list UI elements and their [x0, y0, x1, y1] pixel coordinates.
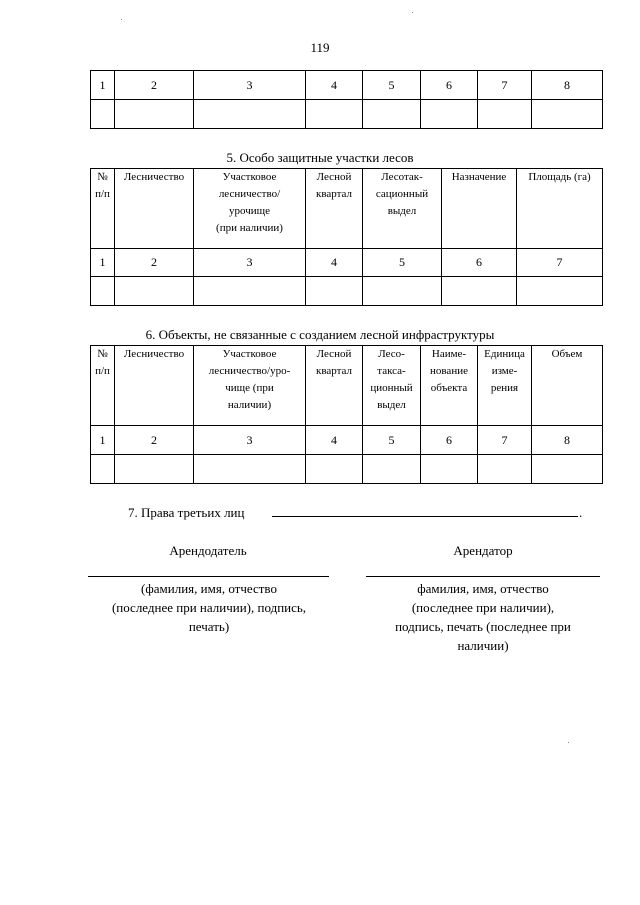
- text-line: (последнее при наличии),: [411, 600, 555, 615]
- table-cell-empty: [306, 277, 363, 306]
- table-top-col-number: 7: [478, 71, 532, 100]
- third-party-fill-line: [272, 516, 578, 517]
- section6-number-row: [91, 426, 603, 455]
- text-line: такса-: [377, 365, 406, 377]
- lessee-caption: [358, 579, 608, 655]
- table-cell-empty: [194, 277, 306, 306]
- table-cell-empty: [478, 100, 532, 129]
- text-line: Лесной: [316, 171, 352, 183]
- text-line: сационный: [375, 188, 429, 200]
- text-line: №: [97, 348, 108, 360]
- scan-speck: [568, 742, 569, 743]
- section5-header-row: [91, 169, 603, 249]
- section6-col-number: 5: [363, 426, 421, 455]
- text-line: объекта: [430, 382, 468, 394]
- section5-header-cell: [91, 169, 115, 249]
- section5-col-number: 5: [363, 249, 442, 277]
- section6-col-number: 6: [421, 426, 478, 455]
- section5-col-number: 2: [115, 249, 194, 277]
- section6-col-number: 2: [115, 426, 194, 455]
- lessee-signature-line: [366, 576, 600, 577]
- table-cell-empty: [91, 277, 115, 306]
- table-top-col-number: 2: [115, 71, 194, 100]
- table-cell-empty: [115, 455, 194, 484]
- table-cell-empty: [421, 100, 478, 129]
- table-cell-empty: [194, 100, 306, 129]
- lessor-title: Арендодатель: [169, 543, 247, 558]
- text-line: ционный: [370, 382, 413, 394]
- table-cell-empty: [532, 455, 603, 484]
- table-cell-empty: [91, 455, 115, 484]
- text-line: №: [97, 171, 108, 183]
- table-top: [90, 70, 603, 129]
- section6-header-cell: [421, 346, 478, 426]
- table-cell-empty: [421, 455, 478, 484]
- text-line: Участковое: [222, 348, 277, 360]
- section6-col-number: 1: [91, 426, 115, 455]
- section6-header-cell: [194, 346, 306, 426]
- section5-empty-row: [91, 277, 603, 306]
- section5-table: [90, 168, 603, 306]
- section6-header-cell: [306, 346, 363, 426]
- text-line: Лесной: [316, 348, 352, 360]
- scan-speck: [412, 12, 413, 13]
- section5-header-cell: [363, 169, 442, 249]
- section6-header-cell: [478, 346, 532, 426]
- table-cell-empty: [532, 100, 603, 129]
- text-line: подпись, печать (последнее при: [395, 619, 571, 634]
- text-line: наличии): [457, 638, 509, 653]
- section7-end: .: [579, 505, 583, 520]
- text-line: печать): [188, 619, 230, 634]
- text-line: Участковое: [222, 171, 277, 183]
- section5-header-cell: [115, 169, 194, 249]
- text-line: лесничество/: [218, 188, 281, 200]
- table-cell-empty: [363, 277, 442, 306]
- text-line: квартал: [315, 365, 353, 377]
- text-line: фамилия, имя, отчество: [417, 581, 549, 596]
- section5-col-number: 1: [91, 249, 115, 277]
- text-line: Лесничество: [123, 348, 185, 360]
- section6-header-cell: [532, 346, 603, 426]
- section6-title: 6. Объекты, не связанные с созданием лесной инфраструктуры: [145, 327, 495, 342]
- section5-col-number: 4: [306, 249, 363, 277]
- text-line: (фамилия, имя, отчество: [141, 581, 277, 596]
- text-line: (последнее при наличии), подпись,: [111, 600, 307, 615]
- text-line: (при наличии): [216, 222, 283, 234]
- lessor-caption: [80, 579, 338, 636]
- table-cell-empty: [115, 277, 194, 306]
- section6-header-cell: [363, 346, 421, 426]
- text-line: урочище: [229, 205, 270, 217]
- text-line: Назначение: [451, 171, 507, 183]
- table-top-col-number: 1: [91, 71, 115, 100]
- text-line: выдел: [377, 399, 406, 411]
- section6-header-cell: [91, 346, 115, 426]
- section5-col-number: 7: [517, 249, 603, 277]
- section6-header-row: [91, 346, 603, 426]
- lessee-title: Арендатор: [453, 543, 513, 558]
- table-cell-empty: [442, 277, 517, 306]
- text-line: изме-: [491, 365, 518, 377]
- section5-title: 5. Особо защитные участки лесов: [226, 150, 414, 165]
- table-cell-empty: [194, 455, 306, 484]
- table-cell-empty: [115, 100, 194, 129]
- section5-header-cell: [194, 169, 306, 249]
- text-line: выдел: [387, 205, 417, 217]
- text-line: Лесо-: [378, 348, 405, 360]
- table-cell-empty: [363, 100, 421, 129]
- text-line: рения: [490, 382, 519, 394]
- table-cell-empty: [91, 100, 115, 129]
- section6-col-number: 8: [532, 426, 603, 455]
- table-cell-empty: [306, 100, 363, 129]
- section6-col-number: 4: [306, 426, 363, 455]
- section5-header-cell: [517, 169, 603, 249]
- text-line: Наиме-: [431, 348, 467, 360]
- text-line: п/п: [95, 365, 110, 377]
- section6-col-number: 7: [478, 426, 532, 455]
- table-cell-empty: [306, 455, 363, 484]
- section5-col-number: 6: [442, 249, 517, 277]
- section6-header-cell: [115, 346, 194, 426]
- section5-col-number: 3: [194, 249, 306, 277]
- table-top-col-number: 4: [306, 71, 363, 100]
- table-top-col-number: 3: [194, 71, 306, 100]
- text-line: Объем: [551, 348, 583, 360]
- text-line: Единица: [484, 348, 525, 360]
- section5-header-cell: [306, 169, 363, 249]
- text-line: наличии): [227, 399, 272, 411]
- text-line: чище (при: [225, 382, 274, 394]
- section6-col-number: 3: [194, 426, 306, 455]
- section5-header-cell: [442, 169, 517, 249]
- table-top-col-number: 8: [532, 71, 603, 100]
- section6-table: [90, 345, 603, 484]
- scan-speck: [121, 19, 122, 20]
- text-line: п/п: [95, 188, 110, 200]
- text-line: Лесничество: [123, 171, 185, 183]
- text-line: нование: [430, 365, 468, 377]
- table-cell-empty: [478, 455, 532, 484]
- section7-label: 7. Права третьих лиц: [128, 505, 245, 520]
- lessor-signature-line: [88, 576, 329, 577]
- table-cell-empty: [363, 455, 421, 484]
- table-cell-empty: [517, 277, 603, 306]
- text-line: лесничество/уро-: [208, 365, 291, 377]
- section5-number-row: [91, 249, 603, 277]
- table-top-col-number: 6: [421, 71, 478, 100]
- section6-empty-row: [91, 455, 603, 484]
- page-number: 119: [310, 40, 330, 55]
- table-top-col-number: 5: [363, 71, 421, 100]
- text-line: Лесотак-: [381, 171, 423, 183]
- text-line: квартал: [315, 188, 353, 200]
- text-line: Площадь (га): [528, 171, 591, 183]
